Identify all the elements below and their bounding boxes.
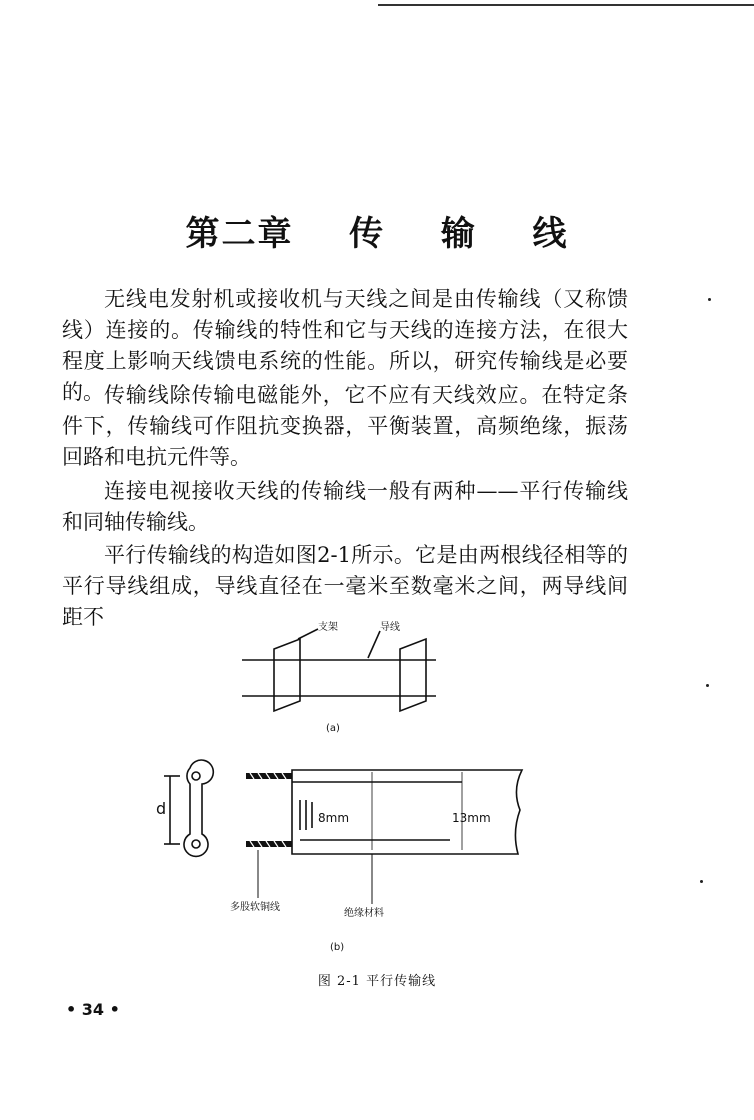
page-number: • 34 • bbox=[66, 1000, 120, 1019]
dimension-8mm-label: 8mm bbox=[318, 811, 350, 825]
scan-speck bbox=[706, 684, 709, 687]
stranded-wire-label: 多股软铜线 bbox=[230, 902, 280, 913]
top-rule bbox=[378, 4, 754, 6]
paragraph-3: 连接电视接收天线的传输线一般有两种——平行传输线和同轴传输线。 bbox=[62, 479, 628, 534]
figure-2-1a bbox=[230, 615, 450, 735]
insulation-label: 绝缘材料 bbox=[344, 908, 384, 919]
paragraph-4: 平行传输线的构造如图2-1所示。它是由两根线径相等的平行导线组成，导线直径在一毫米至数毫米之间，两导线间距不 bbox=[62, 543, 628, 629]
support-right bbox=[400, 639, 426, 711]
subfigure-a-label: (a) bbox=[326, 723, 340, 734]
wire-leader bbox=[368, 631, 380, 658]
wire-label: 导线 bbox=[380, 622, 400, 633]
scan-speck bbox=[700, 880, 703, 883]
figure-2-1b bbox=[150, 750, 540, 960]
chapter-title: 第二章 传 输 线 bbox=[185, 214, 569, 254]
d-label: d bbox=[156, 799, 167, 818]
subfigure-b-label: (b) bbox=[330, 942, 345, 953]
support-label: 支架 bbox=[318, 622, 338, 633]
dimension-13mm-label: 13mm bbox=[452, 811, 491, 825]
figure-caption: 图 2-1 平行传输线 bbox=[317, 974, 437, 989]
paragraph-2: 传输线除传输电磁能外，它不应有天线效应。在特定条件下，传输线可作阻抗变换器，平衡装置，高频绝缘，振荡回路和电抗元件等。 bbox=[62, 383, 628, 469]
scan-speck bbox=[708, 298, 711, 301]
support-leader bbox=[298, 629, 318, 639]
support-left bbox=[274, 639, 300, 711]
paragraph-1: 无线电发射机或接收机与天线之间是由传输线（又称馈线）连接的。传输线的特性和它与天线的连接方法，在很大程度上影响天线馈电系统的性能。所以，研究传输线是必要的。 bbox=[62, 287, 628, 404]
